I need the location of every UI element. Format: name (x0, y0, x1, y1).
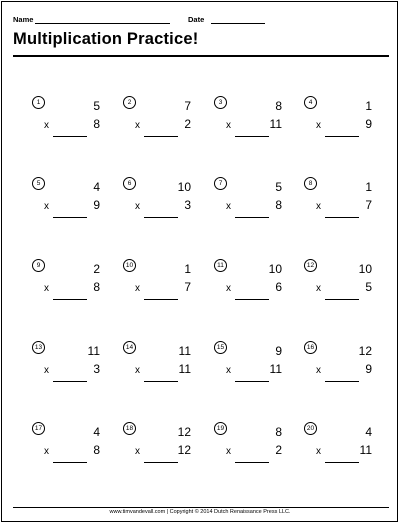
multiplier: 3 (93, 362, 100, 376)
multiply-sign: x (135, 201, 140, 212)
multiplicand: 10 (358, 262, 372, 276)
multiply-sign: x (226, 120, 231, 131)
problem-4 (304, 96, 372, 166)
multiplicand: 5 (275, 180, 282, 194)
problem-5 (32, 177, 100, 247)
problem-10 (123, 259, 191, 329)
multiplicand: 1 (365, 99, 372, 113)
answer-line[interactable] (53, 299, 87, 300)
answer-line[interactable] (144, 299, 178, 300)
problem-1 (32, 96, 100, 166)
multiplier: 9 (365, 362, 372, 376)
problem-number-badge: 6 (123, 177, 136, 190)
problem-3 (214, 96, 282, 166)
multiply-sign: x (226, 446, 231, 457)
multiplicand: 11 (178, 344, 191, 358)
multiplier: 11 (359, 443, 372, 457)
page-title: Multiplication Practice! (13, 30, 199, 48)
multiplicand: 4 (93, 180, 100, 194)
problem-number-badge: 17 (32, 422, 45, 435)
answer-line[interactable] (144, 136, 178, 137)
multiplier: 8 (93, 280, 100, 294)
problem-8 (304, 177, 372, 247)
multiply-sign: x (316, 365, 321, 376)
problem-number-badge: 16 (304, 341, 317, 354)
answer-line[interactable] (53, 462, 87, 463)
multiplicand: 4 (93, 425, 100, 439)
multiplier: 8 (93, 443, 100, 457)
multiplier: 7 (184, 280, 191, 294)
problem-13 (32, 341, 100, 411)
multiply-sign: x (316, 446, 321, 457)
multiplier: 11 (269, 362, 282, 376)
problem-18 (123, 422, 191, 492)
footer-copyright: www.timvandevall.com | Copyright © 2014 Dutch Renaissance Press LLC. (109, 509, 291, 515)
title-divider (13, 55, 389, 57)
date-label: Date (188, 15, 205, 24)
answer-line[interactable] (235, 381, 269, 382)
multiplier: 11 (178, 362, 191, 376)
multiply-sign: x (316, 120, 321, 131)
problem-15 (214, 341, 282, 411)
problem-6 (123, 177, 191, 247)
problem-7 (214, 177, 282, 247)
multiplier: 9 (93, 198, 100, 212)
answer-line[interactable] (235, 136, 269, 137)
name-label: Name (13, 15, 34, 24)
problem-16 (304, 341, 372, 411)
multiplicand: 10 (268, 262, 282, 276)
problem-9 (32, 259, 100, 329)
multiplier: 5 (365, 280, 372, 294)
answer-line[interactable] (144, 217, 178, 218)
problem-17 (32, 422, 100, 492)
multiplicand: 12 (358, 344, 372, 358)
multiply-sign: x (226, 365, 231, 376)
multiply-sign: x (226, 201, 231, 212)
problem-number-badge: 13 (32, 341, 45, 354)
multiplier: 2 (184, 117, 191, 131)
multiply-sign: x (44, 201, 49, 212)
multiply-sign: x (135, 283, 140, 294)
multiplicand: 4 (365, 425, 372, 439)
multiplicand: 5 (93, 99, 100, 113)
multiplicand: 2 (93, 262, 100, 276)
answer-line[interactable] (53, 381, 87, 382)
multiply-sign: x (316, 201, 321, 212)
multiplier: 12 (177, 443, 191, 457)
multiply-sign: x (316, 283, 321, 294)
answer-line[interactable] (325, 462, 359, 463)
answer-line[interactable] (325, 217, 359, 218)
answer-line[interactable] (53, 136, 87, 137)
problem-number-badge: 9 (32, 259, 45, 272)
answer-line[interactable] (235, 462, 269, 463)
multiplier: 7 (365, 198, 372, 212)
answer-line[interactable] (325, 381, 359, 382)
multiply-sign: x (44, 283, 49, 294)
answer-line[interactable] (325, 136, 359, 137)
answer-line[interactable] (325, 299, 359, 300)
multiplier: 8 (275, 198, 282, 212)
answer-line[interactable] (144, 462, 178, 463)
problem-number-badge: 11 (214, 259, 227, 272)
problem-14 (123, 341, 191, 411)
multiplier: 8 (93, 117, 100, 131)
answer-line[interactable] (235, 217, 269, 218)
problem-number-badge: 3 (214, 96, 227, 109)
multiplicand: 7 (184, 99, 191, 113)
problem-number-badge: 1 (32, 96, 45, 109)
problem-number-badge: 7 (214, 177, 227, 190)
multiplier: 11 (269, 117, 282, 131)
problem-number-badge: 5 (32, 177, 45, 190)
multiply-sign: x (44, 365, 49, 376)
multiplicand: 11 (87, 344, 100, 358)
problem-19 (214, 422, 282, 492)
answer-line[interactable] (235, 299, 269, 300)
multiply-sign: x (135, 446, 140, 457)
multiplier: 6 (275, 280, 282, 294)
name-field-line[interactable] (35, 23, 170, 24)
multiplicand: 1 (184, 262, 191, 276)
problem-2 (123, 96, 191, 166)
problem-11 (214, 259, 282, 329)
answer-line[interactable] (53, 217, 87, 218)
problem-number-badge: 10 (123, 259, 136, 272)
multiplicand: 9 (275, 344, 282, 358)
multiplicand: 8 (275, 99, 282, 113)
problem-number-badge: 2 (123, 96, 136, 109)
worksheet-page (1, 1, 398, 522)
footer-divider (13, 507, 389, 508)
problem-number-badge: 12 (304, 259, 317, 272)
problem-number-badge: 8 (304, 177, 317, 190)
multiplier: 9 (365, 117, 372, 131)
problem-number-badge: 20 (304, 422, 317, 435)
multiply-sign: x (135, 365, 140, 376)
multiplicand: 1 (365, 180, 372, 194)
multiplier: 2 (275, 443, 282, 457)
multiply-sign: x (226, 283, 231, 294)
problem-number-badge: 18 (123, 422, 136, 435)
multiplicand: 8 (275, 425, 282, 439)
multiplicand: 10 (177, 180, 191, 194)
problem-number-badge: 19 (214, 422, 227, 435)
multiplier: 3 (184, 198, 191, 212)
multiply-sign: x (44, 120, 49, 131)
answer-line[interactable] (144, 381, 178, 382)
multiply-sign: x (135, 120, 140, 131)
problem-number-badge: 15 (214, 341, 227, 354)
date-field-line[interactable] (211, 23, 265, 24)
problem-number-badge: 4 (304, 96, 317, 109)
multiplicand: 12 (177, 425, 191, 439)
problem-12 (304, 259, 372, 329)
problem-20 (304, 422, 372, 492)
multiply-sign: x (44, 446, 49, 457)
problem-number-badge: 14 (123, 341, 136, 354)
